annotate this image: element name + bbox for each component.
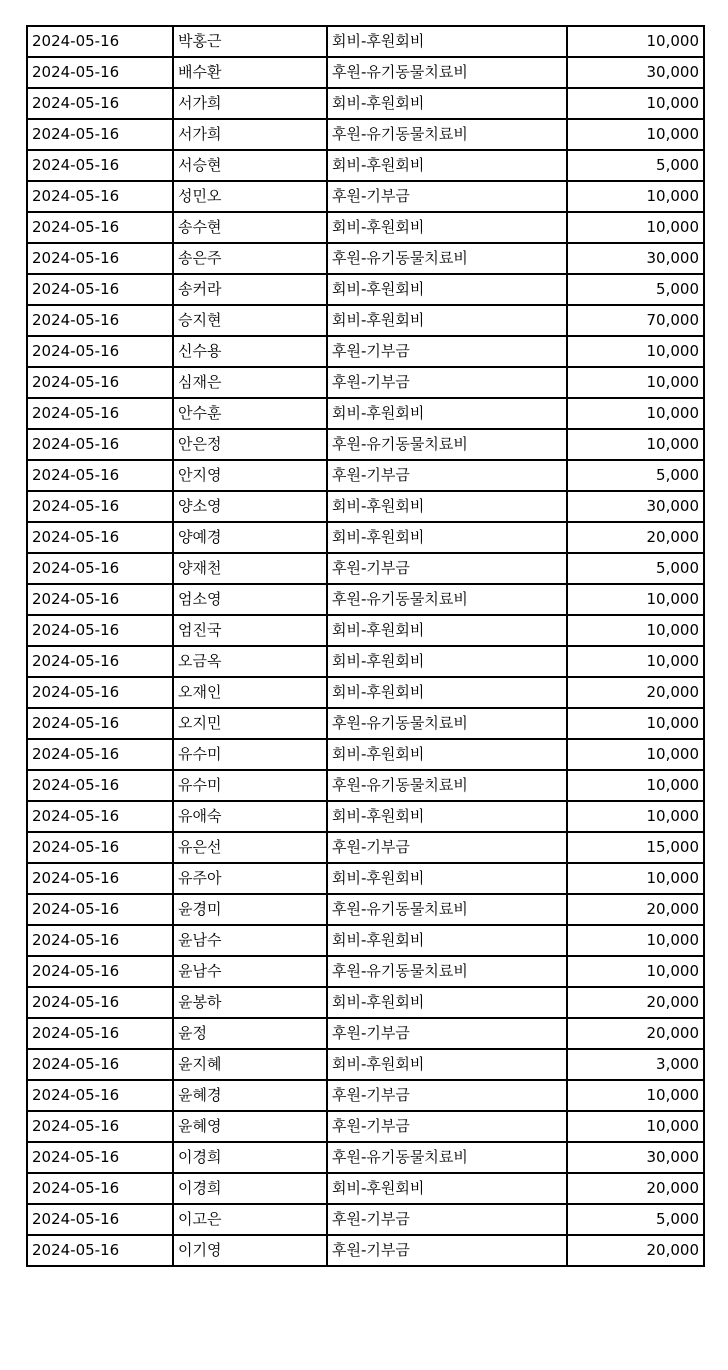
table-row [27, 212, 704, 243]
amount-cell: 3,000 [567, 1049, 704, 1080]
date-cell: 2024-05-16 [27, 801, 173, 832]
date-cell: 2024-05-16 [27, 522, 173, 553]
amount-cell: 10,000 [567, 367, 704, 398]
category-cell: 후원-기부금 [327, 367, 567, 398]
donor-name-cell: 양예경 [173, 522, 327, 553]
date-cell: 2024-05-16 [27, 708, 173, 739]
amount-cell: 30,000 [567, 1142, 704, 1173]
table-row [27, 770, 704, 801]
date-cell: 2024-05-16 [27, 243, 173, 274]
amount-cell: 10,000 [567, 119, 704, 150]
category-cell: 후원-기부금 [327, 1018, 567, 1049]
table-row [27, 274, 704, 305]
category-cell: 회비-후원회비 [327, 150, 567, 181]
amount-cell: 5,000 [567, 1204, 704, 1235]
date-cell: 2024-05-16 [27, 26, 173, 57]
donor-name-cell: 송커라 [173, 274, 327, 305]
donor-name-cell: 유수미 [173, 770, 327, 801]
date-cell: 2024-05-16 [27, 460, 173, 491]
table-row [27, 925, 704, 956]
category-cell: 회비-후원회비 [327, 88, 567, 119]
amount-cell: 10,000 [567, 863, 704, 894]
date-cell: 2024-05-16 [27, 1204, 173, 1235]
donor-name-cell: 윤혜영 [173, 1111, 327, 1142]
category-cell: 회비-후원회비 [327, 522, 567, 553]
amount-cell: 5,000 [567, 553, 704, 584]
date-cell: 2024-05-16 [27, 336, 173, 367]
donor-name-cell: 이고은 [173, 1204, 327, 1235]
date-cell: 2024-05-16 [27, 739, 173, 770]
donor-name-cell: 유수미 [173, 739, 327, 770]
donor-name-cell: 서가희 [173, 88, 327, 119]
date-cell: 2024-05-16 [27, 987, 173, 1018]
date-cell: 2024-05-16 [27, 305, 173, 336]
date-cell: 2024-05-16 [27, 150, 173, 181]
table-row [27, 336, 704, 367]
table-row [27, 677, 704, 708]
table-row [27, 1018, 704, 1049]
date-cell: 2024-05-16 [27, 398, 173, 429]
date-cell: 2024-05-16 [27, 770, 173, 801]
date-cell: 2024-05-16 [27, 57, 173, 88]
donor-name-cell: 양소영 [173, 491, 327, 522]
category-cell: 후원-기부금 [327, 1111, 567, 1142]
table-row [27, 1080, 704, 1111]
date-cell: 2024-05-16 [27, 491, 173, 522]
amount-cell: 10,000 [567, 925, 704, 956]
donor-name-cell: 윤경미 [173, 894, 327, 925]
table-row [27, 26, 704, 57]
table-row [27, 1142, 704, 1173]
donor-name-cell: 신수용 [173, 336, 327, 367]
table-row [27, 1235, 704, 1266]
amount-cell: 20,000 [567, 522, 704, 553]
category-cell: 회비-후원회비 [327, 925, 567, 956]
date-cell: 2024-05-16 [27, 832, 173, 863]
amount-cell: 15,000 [567, 832, 704, 863]
donor-name-cell: 송은주 [173, 243, 327, 274]
donor-name-cell: 성민오 [173, 181, 327, 212]
donor-name-cell: 양재천 [173, 553, 327, 584]
category-cell: 회비-후원회비 [327, 801, 567, 832]
amount-cell: 10,000 [567, 708, 704, 739]
donor-name-cell: 윤남수 [173, 956, 327, 987]
amount-cell: 10,000 [567, 770, 704, 801]
category-cell: 후원-유기동물치료비 [327, 770, 567, 801]
table-row [27, 119, 704, 150]
table-row [27, 1173, 704, 1204]
category-cell: 후원-기부금 [327, 1080, 567, 1111]
amount-cell: 10,000 [567, 739, 704, 770]
amount-cell: 10,000 [567, 801, 704, 832]
amount-cell: 10,000 [567, 429, 704, 460]
table-row [27, 150, 704, 181]
category-cell: 회비-후원회비 [327, 863, 567, 894]
amount-cell: 10,000 [567, 646, 704, 677]
date-cell: 2024-05-16 [27, 956, 173, 987]
category-cell: 후원-유기동물치료비 [327, 429, 567, 460]
donor-name-cell: 윤남수 [173, 925, 327, 956]
date-cell: 2024-05-16 [27, 615, 173, 646]
table-row [27, 398, 704, 429]
amount-cell: 20,000 [567, 1173, 704, 1204]
donor-name-cell: 유은선 [173, 832, 327, 863]
amount-cell: 10,000 [567, 212, 704, 243]
table-row [27, 460, 704, 491]
category-cell: 회비-후원회비 [327, 646, 567, 677]
donor-name-cell: 오재인 [173, 677, 327, 708]
donor-name-cell: 심재은 [173, 367, 327, 398]
amount-cell: 10,000 [567, 1080, 704, 1111]
donor-name-cell: 윤지혜 [173, 1049, 327, 1080]
table-row [27, 863, 704, 894]
category-cell: 후원-기부금 [327, 553, 567, 584]
donor-name-cell: 송수현 [173, 212, 327, 243]
table-row [27, 243, 704, 274]
amount-cell: 10,000 [567, 336, 704, 367]
amount-cell: 20,000 [567, 894, 704, 925]
table-row [27, 367, 704, 398]
amount-cell: 5,000 [567, 150, 704, 181]
amount-cell: 10,000 [567, 398, 704, 429]
date-cell: 2024-05-16 [27, 1173, 173, 1204]
amount-cell: 10,000 [567, 584, 704, 615]
category-cell: 후원-기부금 [327, 832, 567, 863]
table-row [27, 1204, 704, 1235]
date-cell: 2024-05-16 [27, 367, 173, 398]
donor-name-cell: 안지영 [173, 460, 327, 491]
category-cell: 회비-후원회비 [327, 987, 567, 1018]
category-cell: 회비-후원회비 [327, 491, 567, 522]
amount-cell: 30,000 [567, 57, 704, 88]
table-row [27, 832, 704, 863]
date-cell: 2024-05-16 [27, 894, 173, 925]
donor-name-cell: 이기영 [173, 1235, 327, 1266]
table-row [27, 305, 704, 336]
table-row [27, 956, 704, 987]
category-cell: 회비-후원회비 [327, 212, 567, 243]
amount-cell: 5,000 [567, 274, 704, 305]
date-cell: 2024-05-16 [27, 1018, 173, 1049]
donor-name-cell: 유주아 [173, 863, 327, 894]
category-cell: 후원-기부금 [327, 1204, 567, 1235]
date-cell: 2024-05-16 [27, 1111, 173, 1142]
category-cell: 회비-후원회비 [327, 677, 567, 708]
category-cell: 후원-기부금 [327, 181, 567, 212]
date-cell: 2024-05-16 [27, 212, 173, 243]
amount-cell: 10,000 [567, 26, 704, 57]
amount-cell: 30,000 [567, 491, 704, 522]
date-cell: 2024-05-16 [27, 584, 173, 615]
category-cell: 후원-유기동물치료비 [327, 708, 567, 739]
category-cell: 후원-유기동물치료비 [327, 119, 567, 150]
table-row [27, 57, 704, 88]
amount-cell: 10,000 [567, 181, 704, 212]
date-cell: 2024-05-16 [27, 1080, 173, 1111]
donor-name-cell: 유애숙 [173, 801, 327, 832]
category-cell: 회비-후원회비 [327, 398, 567, 429]
donor-name-cell: 승지현 [173, 305, 327, 336]
amount-cell: 70,000 [567, 305, 704, 336]
date-cell: 2024-05-16 [27, 1142, 173, 1173]
donor-name-cell: 엄진국 [173, 615, 327, 646]
donor-name-cell: 서승현 [173, 150, 327, 181]
category-cell: 후원-유기동물치료비 [327, 1142, 567, 1173]
category-cell: 회비-후원회비 [327, 1049, 567, 1080]
table-row [27, 646, 704, 677]
date-cell: 2024-05-16 [27, 88, 173, 119]
amount-cell: 20,000 [567, 1235, 704, 1266]
donor-name-cell: 이경희 [173, 1142, 327, 1173]
donor-name-cell: 이경희 [173, 1173, 327, 1204]
donation-ledger-table [26, 25, 705, 1267]
date-cell: 2024-05-16 [27, 553, 173, 584]
date-cell: 2024-05-16 [27, 863, 173, 894]
ledger-body [27, 26, 704, 1266]
table-row [27, 615, 704, 646]
donor-name-cell: 서가희 [173, 119, 327, 150]
donor-name-cell: 엄소영 [173, 584, 327, 615]
table-row [27, 739, 704, 770]
table-row [27, 553, 704, 584]
category-cell: 회비-후원회비 [327, 26, 567, 57]
category-cell: 후원-유기동물치료비 [327, 584, 567, 615]
table-row [27, 987, 704, 1018]
table-row [27, 88, 704, 119]
date-cell: 2024-05-16 [27, 181, 173, 212]
category-cell: 회비-후원회비 [327, 305, 567, 336]
table-row [27, 522, 704, 553]
donor-name-cell: 윤혜경 [173, 1080, 327, 1111]
category-cell: 회비-후원회비 [327, 274, 567, 305]
category-cell: 후원-기부금 [327, 1235, 567, 1266]
table-row [27, 1049, 704, 1080]
amount-cell: 10,000 [567, 1111, 704, 1142]
amount-cell: 20,000 [567, 987, 704, 1018]
category-cell: 회비-후원회비 [327, 615, 567, 646]
donor-name-cell: 윤봉하 [173, 987, 327, 1018]
date-cell: 2024-05-16 [27, 274, 173, 305]
category-cell: 후원-기부금 [327, 460, 567, 491]
date-cell: 2024-05-16 [27, 119, 173, 150]
donor-name-cell: 오지민 [173, 708, 327, 739]
amount-cell: 20,000 [567, 1018, 704, 1049]
table-row [27, 1111, 704, 1142]
donor-name-cell: 안수훈 [173, 398, 327, 429]
table-row [27, 429, 704, 460]
category-cell: 후원-유기동물치료비 [327, 956, 567, 987]
table-row [27, 491, 704, 522]
date-cell: 2024-05-16 [27, 429, 173, 460]
donor-name-cell: 박홍근 [173, 26, 327, 57]
table-row [27, 894, 704, 925]
table-row [27, 801, 704, 832]
date-cell: 2024-05-16 [27, 1049, 173, 1080]
date-cell: 2024-05-16 [27, 1235, 173, 1266]
category-cell: 후원-유기동물치료비 [327, 894, 567, 925]
amount-cell: 10,000 [567, 615, 704, 646]
donor-name-cell: 오금옥 [173, 646, 327, 677]
donor-name-cell: 윤정 [173, 1018, 327, 1049]
date-cell: 2024-05-16 [27, 925, 173, 956]
amount-cell: 5,000 [567, 460, 704, 491]
category-cell: 회비-후원회비 [327, 739, 567, 770]
date-cell: 2024-05-16 [27, 646, 173, 677]
amount-cell: 10,000 [567, 88, 704, 119]
donor-name-cell: 배수환 [173, 57, 327, 88]
donor-name-cell: 안은정 [173, 429, 327, 460]
amount-cell: 30,000 [567, 243, 704, 274]
category-cell: 후원-기부금 [327, 336, 567, 367]
category-cell: 회비-후원회비 [327, 1173, 567, 1204]
amount-cell: 20,000 [567, 677, 704, 708]
amount-cell: 10,000 [567, 956, 704, 987]
category-cell: 후원-유기동물치료비 [327, 243, 567, 274]
table-row [27, 181, 704, 212]
date-cell: 2024-05-16 [27, 677, 173, 708]
table-row [27, 584, 704, 615]
category-cell: 후원-유기동물치료비 [327, 57, 567, 88]
table-row [27, 708, 704, 739]
